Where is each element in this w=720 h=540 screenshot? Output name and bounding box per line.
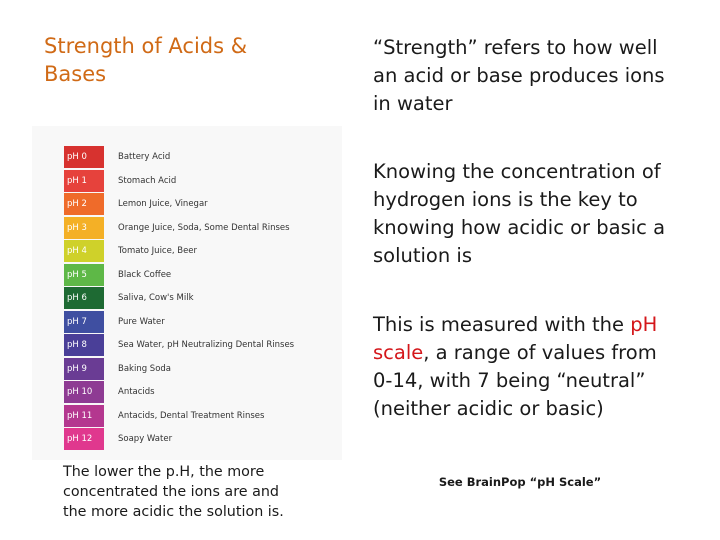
bullet-hydrogen-ions: Knowing the concentration of hydrogen ions is the key to knowing how acidic or basic a solution is — [373, 160, 666, 267]
ph-value-swatch: pH 5 — [64, 264, 104, 286]
bullet-ph-scale — [373, 311, 673, 423]
ph-scale-row — [64, 381, 155, 403]
ph-scale-row — [64, 334, 294, 356]
ph-scale-row — [64, 264, 171, 286]
ph-example-label: Lemon Juice, Vinegar — [118, 199, 208, 209]
ph-example-label: Antacids — [118, 387, 155, 397]
ph-value-swatch: pH 0 — [64, 146, 104, 168]
ph-example-label: Black Coffee — [118, 269, 172, 280]
ph-example-label: Stomach Acid — [118, 175, 177, 186]
ph-scale-row — [64, 240, 197, 262]
ph-scale-row — [64, 428, 172, 450]
ph-scale-row — [64, 170, 176, 192]
ph-value-swatch: pH 10 — [64, 381, 104, 403]
ph-scale-highlight: pH scale — [373, 313, 658, 364]
ph-value-swatch: pH 3 — [64, 217, 104, 239]
ph-example-label: Soapy Water — [118, 434, 173, 444]
ph-scale-row — [64, 311, 165, 333]
brainpop-reference: See BrainPop “pH Scale” — [438, 475, 602, 489]
chart-caption: The lower the p.H, the more concentrated the ions are and the more acidic the solution is. — [63, 464, 284, 520]
ph-example-label: Baking Soda — [118, 363, 172, 374]
ph-example-label: Sea Water, pH Neutralizing Dental Rinses — [118, 340, 295, 350]
ph-value-swatch: pH 6 — [64, 287, 104, 309]
ph-example-label: Orange Juice, Soda, Some Dental Rinses — [118, 222, 290, 233]
ph-value-swatch: pH 9 — [64, 358, 104, 380]
ph-scale-row — [64, 193, 208, 215]
bullet-ph-scale-text-2: , a range of values from 0-14, with 7 being “neutral” (neither acidic or basic) — [373, 341, 657, 420]
ph-value-swatch: pH 7 — [64, 311, 104, 333]
ph-scale-row — [64, 287, 194, 309]
ph-value-swatch: pH 12 — [64, 428, 104, 450]
ph-example-label: Battery Acid — [118, 152, 171, 162]
bullet-ph-scale-text-1: This is measured with the — [373, 313, 631, 336]
ph-example-label: Saliva, Cow's Milk — [118, 293, 194, 303]
ph-scale-row — [64, 217, 290, 239]
ph-value-swatch: pH 2 — [64, 193, 104, 215]
ph-example-label: Antacids, Dental Treatment Rinses — [118, 410, 265, 421]
bullet-strength-definition: “Strength” refers to how well an acid or base produces ions in water — [373, 36, 665, 115]
ph-example-label: Pure Water — [118, 316, 165, 327]
ph-example-label: Tomato Juice, Beer — [118, 246, 198, 256]
ph-scale-row — [64, 358, 171, 380]
ph-value-swatch: pH 8 — [64, 334, 104, 356]
ph-value-swatch: pH 1 — [64, 170, 104, 192]
slide-title: Strength of Acids & Bases — [44, 34, 248, 86]
ph-value-swatch: pH 4 — [64, 240, 104, 262]
ph-scale-chart — [32, 126, 342, 460]
ph-value-swatch: pH 11 — [64, 405, 104, 427]
ph-scale-row — [64, 146, 170, 168]
ph-scale-row — [64, 405, 264, 427]
